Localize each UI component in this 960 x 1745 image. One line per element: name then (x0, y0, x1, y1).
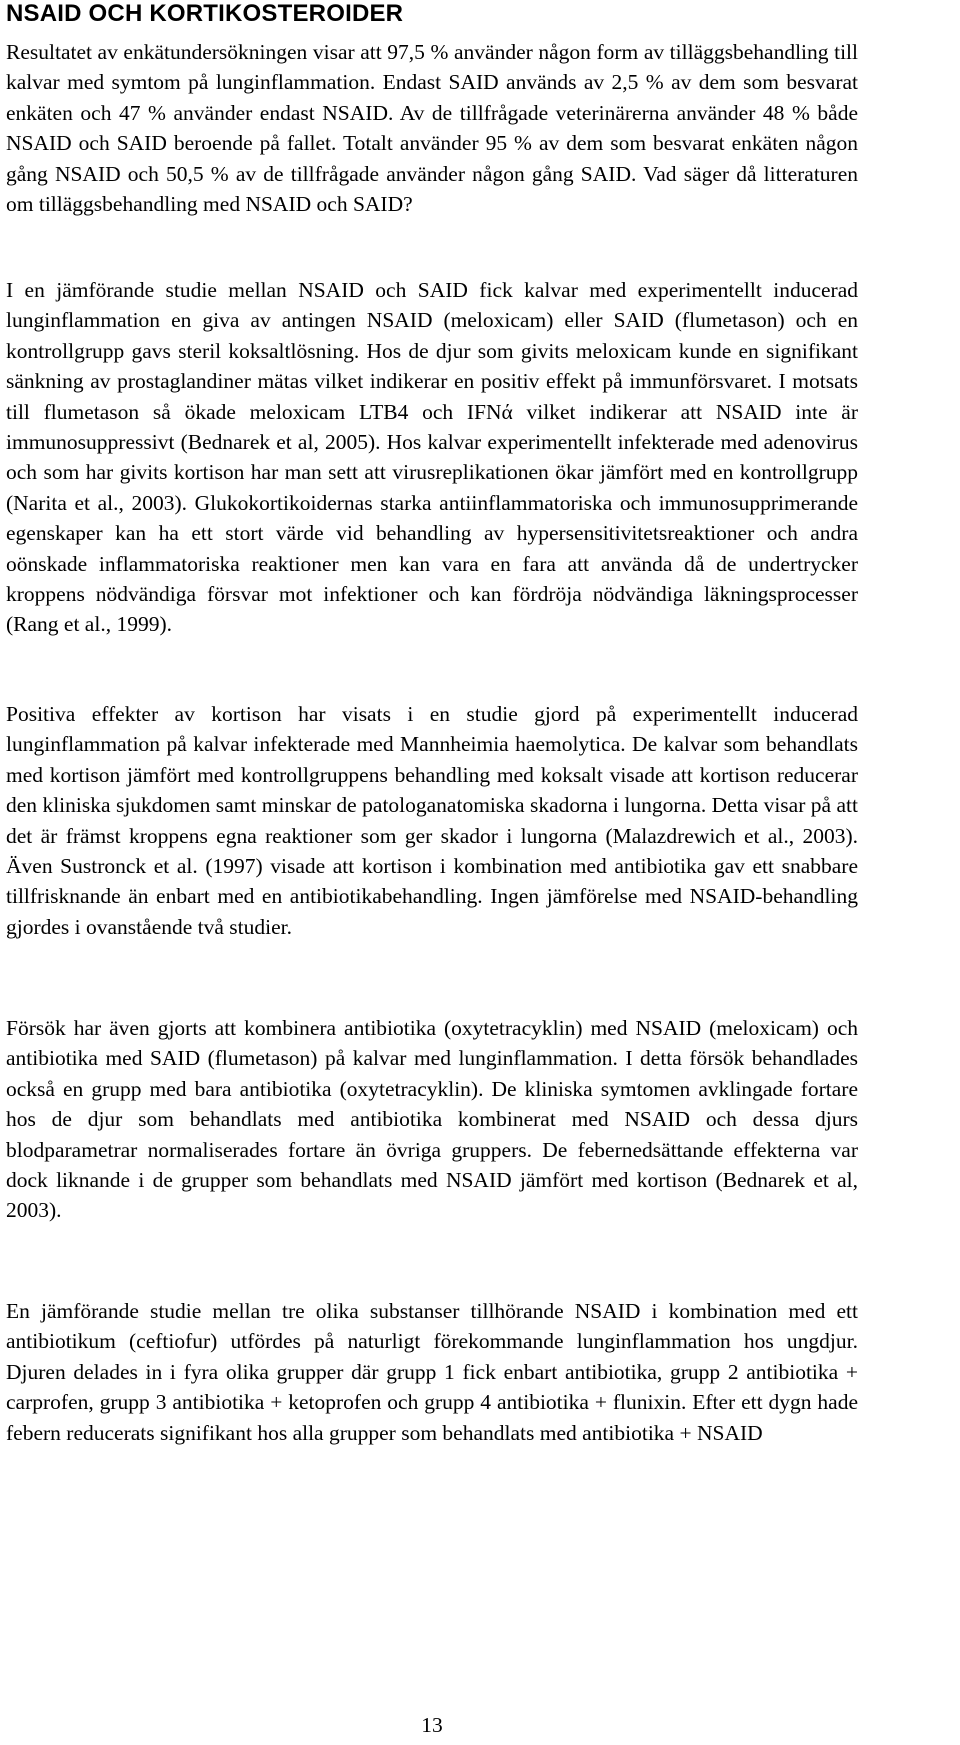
paragraph-nsaid-said-comparison: I en jämförande studie mellan NSAID och SAID fick kalvar med experimentellt inducerad lunginflammation en giva av antingen NSAID (meloxicam) eller SAID (flumetason) och en kontrollgrupp gavs steril koksaltlösning. Hos de djur som givits meloxicam kunde en signifikant sänkning av prostaglandiner mätas vilket indikerar en positiv effekt på immunförsvaret. I motsats till flumetason så ökade meloxicam LTB4 och IFNά vilket indikerar att NSAID inte är immunosuppressivt (Bednarek et al, 2005). Hos kalvar experimentellt infekterade med adenovirus och som har givits kortison har man sett att virusreplikationen ökar jämfört med en kontrollgrupp (Narita et al., 2003). Glukokortikoidernas starka antiinflammatoriska och immunosupprimerande egenskaper kan ha ett stort värde vid behandling av hypersensitivitetsreaktioner och andra oönskade inflammatoriska reaktioner men kan vara en fara att använda då de undertrycker kroppens nödvändiga försvar mot infektioner och kan fördröja nödvändiga läkningsprocesser (Rang et al., 1999). (6, 278, 858, 637)
paragraph-antibiotic-combination: Försök har även gjorts att kombinera antibiotika (oxytetracyklin) med NSAID (meloxicam) och antibiotika med SAID (flumetason) på kalvar med lunginflammation. I detta försök behandlades också en grupp med bara antibiotika (oxytetracyklin). De kliniska symtomen avklingade fortare hos de djur som behandlats med antibiotika kombinerat med NSAID och dessa djurs blodparametrar normaliserades fortare än övriga gruppers. De febernedsättande effekterna var dock liknande i de grupper som behandlats med NSAID jämfört med kortison (Bednarek et al, 2003). (6, 1016, 858, 1223)
section-heading: NSAID OCH KORTIKOSTEROIDER (6, 0, 404, 27)
page-number: 13 (421, 1713, 443, 1737)
paragraph-survey-results: Resultatet av enkätundersökningen visar att 97,5 % använder någon form av tilläggsbehandling till kalvar med symtom på lunginflammation. Endast SAID används av 2,5 % av dem som besvarat enkäten och 47 % använder endast NSAID. Av de tillfrågade veterinärerna använder 48 % både NSAID och SAID beroende på fallet. Totalt använder 95 % av dem som besvarat enkäten någon gång NSAID och 50,5 % av de tillfrågade använder någon gång SAID. Vad säger då litteraturen om tilläggsbehandling med NSAID och SAID? (6, 40, 858, 217)
paragraph-three-substances-study: En jämförande studie mellan tre olika substanser tillhörande NSAID i kombination med ett antibiotikum (ceftiofur) utfördes på naturligt förekommande lunginflammation hos ungdjur. Djuren delades in i fyra olika grupper där grupp 1 fick enbart antibiotika, grupp 2 antibiotika + carprofen, grupp 3 antibiotika + ketoprofen och grupp 4 antibiotika + flunixin. Efter ett dygn hade febern reducerats signifikant hos alla grupper som behandlats med antibiotika + NSAID (6, 1299, 858, 1445)
paragraph-cortisone-effects: Positiva effekter av kortison har visats i en studie gjord på experimentellt inducerad lunginflammation på kalvar infekterade med Mannheimia haemolytica. De kalvar som behandlats med kortison jämfört med kontrollgruppens behandling med koksalt visade att kortison reducerar den kliniska sjukdomen samt minskar de patologanatomiska skadorna i lungorna. Detta visar på att det är främst kroppens egna reaktioner som ger skador i lungorna (Malazdrewich et al., 2003). Även Sustronck et al. (1997) visade att kortison i kombination med antibiotika gav ett snabbare tillfrisknande än enbart med en antibiotikabehandling. Ingen jämförelse med NSAID-behandling gjordes i ovanstående två studier. (6, 702, 858, 939)
